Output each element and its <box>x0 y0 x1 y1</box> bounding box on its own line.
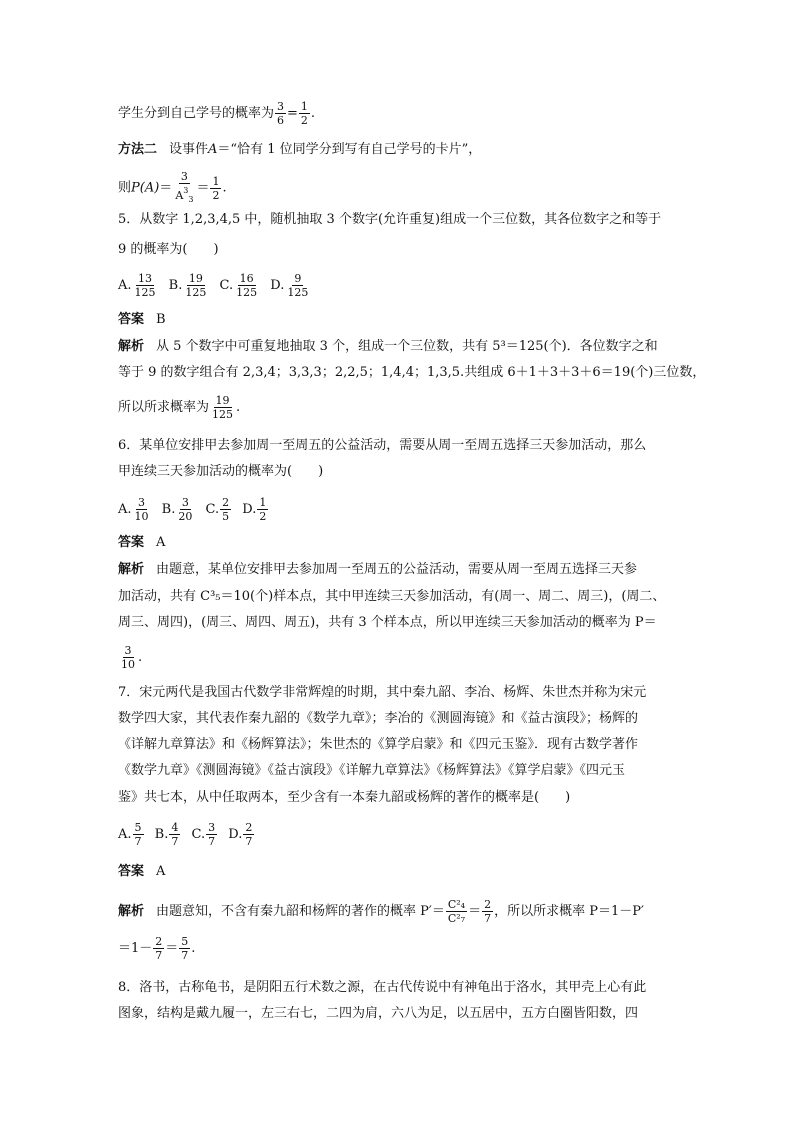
fraction: $\frac{\text{C²₄}}{\text{C²₇}}$ <box>447 898 466 925</box>
answer-value: A <box>156 864 166 879</box>
q6-option-c: C. $\frac{2}{5}$ <box>205 496 230 523</box>
method-label: 方法二 <box>118 142 158 157</box>
fraction: $\frac{1}{2}$ <box>300 100 308 127</box>
q6-option-a: A. $\frac{3}{10}$ <box>118 496 149 523</box>
fraction: $\frac{1}{2}$ <box>212 174 220 202</box>
q7-stem-line2: 数学四大家，其代表作秦九韶的《数学九章》；李冶的《测圆海镜》和《益古演段》；杨辉的 <box>118 711 639 726</box>
q5-stem-line2: 9 的概率为( ) <box>118 242 219 257</box>
solution-label: 解析 <box>118 339 145 354</box>
q7-option-c: C. $\frac{3}{7}$ <box>191 821 216 848</box>
q6-solution-line1: 解析 由题意，某单位安排甲去参加周一至周五的公益活动，需要从周一至周五选择三天参 <box>118 562 638 577</box>
q6-stem-line2: 甲连续三天参加活动的概率为( ) <box>118 464 324 479</box>
line-pa: 则P(A)＝ $\frac{3}{A^3_3}$ ＝ $\frac{1}{2}$ . <box>118 170 227 205</box>
q7-solution-line1: 解析 由题意知，不含有秦九韶和杨辉的著作的概率 P′＝ $\frac{\text{C²₄}}{\text{C²₇}}$ ＝ $\frac{2}{7}$ ，所以所求概率 P＝1－P′ <box>118 898 644 925</box>
answer-label: 答案 <box>118 312 145 327</box>
q6-option-d: D. $\frac{1}{2}$ <box>242 496 267 523</box>
fraction: $\frac{2}{7}$ <box>155 935 163 962</box>
q7-answer <box>118 862 165 882</box>
q7-option-d: D. $\frac{2}{7}$ <box>228 821 253 848</box>
solution-label: 解析 <box>118 904 145 919</box>
q7-stem-line4: 《数学九章》《测圆海镜》《益古演段》《详解九章算法》《杨辉算法》《算学启蒙》《四元玉 <box>118 763 626 778</box>
q5-solution-line2: 等于 9 的数字组合有 2,3,4；3,3,3；2,2,5；1,4,4；1,3,5.共组成 6＋1＋3＋3＋6＝19(个)三位数， <box>118 365 706 380</box>
text: 学生分到自己学号的概率为 <box>118 106 275 121</box>
q5-solution-line3: 所以所求概率为 $\frac{19}{125}$ . <box>118 394 241 421</box>
q6-solution-line3: 周三、周四)，(周三、周四、周五)，共有 3 个样本点，所以甲连续三天参加活动的概率为 P＝ <box>118 615 657 630</box>
fraction: $\frac{3}{6}$ <box>277 100 285 127</box>
q7-solution-line2: ＝1－ $\frac{2}{7}$ ＝ $\frac{5}{7}$ . <box>118 935 196 962</box>
line-prob-own-number: 学生分到自己学号的概率为 $\frac{3}{6}$ = $\frac{1}{2}$ . <box>118 100 316 127</box>
answer-label: 答案 <box>118 535 145 550</box>
answer-value: B <box>156 312 166 327</box>
q7-stem-line1: 7．宋元两代是我国古代数学非常辉煌的时期，其中秦九韶、李冶、杨辉、朱世杰并称为宋元 <box>118 685 647 700</box>
q6-options <box>118 496 275 523</box>
answer-value: A <box>156 535 166 550</box>
q7-stem-line3: 《详解九章算法》和《杨辉算法》；朱世杰的《算学启蒙》和《四元玉鉴》．现有古数学著作 <box>118 737 639 752</box>
fraction: $\frac{5}{7}$ <box>181 935 189 962</box>
fraction: $\frac{3}{A^3_3}$ <box>175 170 194 205</box>
fraction: $\frac{19}{125}$ <box>212 394 234 421</box>
q6-solution-line4: $\frac{3}{10}$ . <box>121 644 143 671</box>
answer-label: 答案 <box>118 864 145 879</box>
q5-solution-line1: 解析 从 5 个数字中可重复地抽取 3 个，组成一个三位数，共有 5³＝125(个)．各位数字之和 <box>118 339 658 354</box>
q5-options <box>118 272 317 299</box>
q5-answer <box>118 310 166 330</box>
q8-stem-line2: 图象，结构是戴九履一，左三右七，二四为肩，六八为足，以五居中，五方白圈皆阳数，四 <box>118 1006 639 1021</box>
q7-options <box>118 821 261 848</box>
q5-option-c: C. $\frac{16}{125}$ <box>219 272 258 299</box>
q6-solution-line2: 加活动，共有 C³₅＝10(个)样本点，其中甲连续三天参加活动，有(周一、周二、周三)，(周二、 <box>118 589 666 604</box>
solution-label: 解析 <box>118 562 145 577</box>
q7-option-b: B. $\frac{4}{7}$ <box>154 821 179 848</box>
q5-stem-line1: 5．从数字 1,2,3,4,5 中，随机抽取 3 个数字(允许重复)组成一个三位数，其各位数字之和等于 <box>118 212 662 227</box>
q6-option-b: B. $\frac{3}{20}$ <box>161 496 193 523</box>
line-method-two: 方法二 设事件A＝“恰有 1 位同学分到写有自己学号的卡片”， <box>118 142 482 157</box>
q5-option-b: B. $\frac{19}{125}$ <box>168 272 207 299</box>
fraction: $\frac{2}{7}$ <box>484 898 492 925</box>
q5-option-d: D. $\frac{9}{125}$ <box>270 272 309 299</box>
q7-stem-line5: 鉴》共七本，从中任取两本，至少含有一本秦九韶或杨辉的著作的概率是( ) <box>118 790 571 805</box>
fraction: $\frac{3}{10}$ <box>121 644 135 671</box>
q8-stem-line1: 8．洛书，古称龟书，是阴阳五行术数之源，在古代传说中有神龟出于洛水，其甲壳上心有此 <box>118 980 647 995</box>
q6-stem-line1: 6．某单位安排甲去参加周一至周五的公益活动，需要从周一至周五选择三天参加活动，那么 <box>118 438 647 453</box>
q7-option-a: A. $\frac{5}{7}$ <box>118 821 142 848</box>
q6-answer <box>118 533 165 553</box>
q5-option-a: A. $\frac{13}{125}$ <box>118 272 156 299</box>
